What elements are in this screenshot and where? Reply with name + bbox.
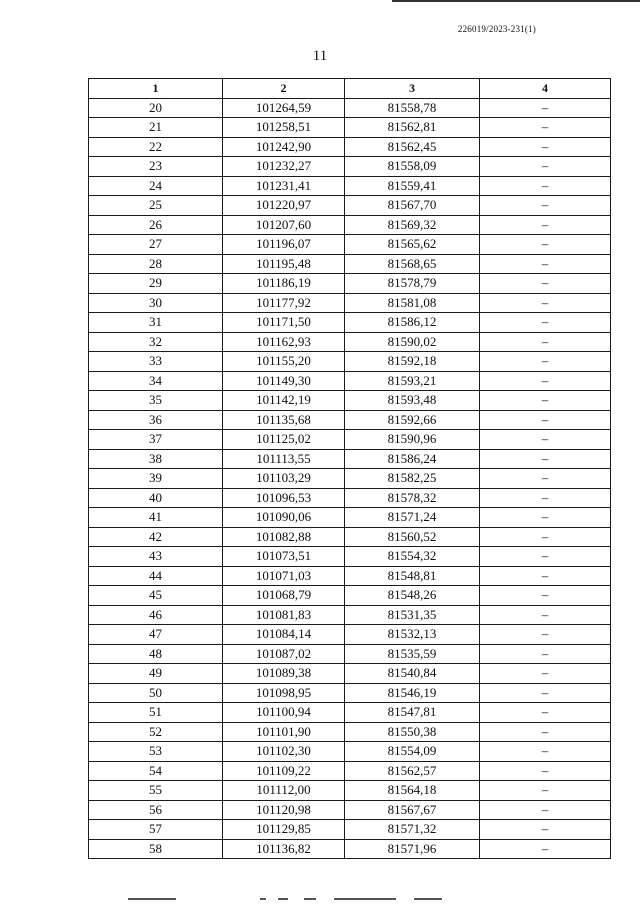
table-cell: 101102,30	[223, 742, 345, 762]
table-row	[89, 664, 611, 684]
table-cell: 35	[89, 391, 223, 411]
table-cell: –	[480, 566, 611, 586]
table-cell: 101195,48	[223, 254, 345, 274]
table-cell: –	[480, 274, 611, 294]
table-cell: 34	[89, 371, 223, 391]
table-cell: –	[480, 722, 611, 742]
table-row	[89, 566, 611, 586]
table-cell: –	[480, 469, 611, 489]
table-cell: 29	[89, 274, 223, 294]
table-cell: 31	[89, 313, 223, 333]
table-cell: 81582,25	[345, 469, 480, 489]
table-cell: 101073,51	[223, 547, 345, 567]
table-cell: 81565,62	[345, 235, 480, 255]
table-cell: 101177,92	[223, 293, 345, 313]
table-row	[89, 371, 611, 391]
table-cell: –	[480, 605, 611, 625]
table-body	[89, 98, 611, 859]
table-cell: 101071,03	[223, 566, 345, 586]
table-cell: 81592,18	[345, 352, 480, 372]
table-cell: 101149,30	[223, 371, 345, 391]
table-cell: 33	[89, 352, 223, 372]
table-cell: 81590,96	[345, 430, 480, 450]
table-cell: 101231,41	[223, 176, 345, 196]
table-cell: 42	[89, 527, 223, 547]
table-cell: –	[480, 527, 611, 547]
table-cell: 81564,18	[345, 781, 480, 801]
table-cell: 81560,52	[345, 527, 480, 547]
table-cell: 81532,13	[345, 625, 480, 645]
table-cell: 47	[89, 625, 223, 645]
table-cell: 81586,12	[345, 313, 480, 333]
table-row	[89, 761, 611, 781]
table-cell: 101113,55	[223, 449, 345, 469]
table-cell: 21	[89, 118, 223, 138]
table-cell: 101207,60	[223, 215, 345, 235]
table-cell: 81558,09	[345, 157, 480, 177]
table-cell: 40	[89, 488, 223, 508]
table-cell: 101101,90	[223, 722, 345, 742]
table-cell: 30	[89, 293, 223, 313]
column-header: 1	[89, 79, 223, 99]
column-header: 3	[345, 79, 480, 99]
table-cell: –	[480, 352, 611, 372]
table-cell: 81562,45	[345, 137, 480, 157]
table-cell: 81586,24	[345, 449, 480, 469]
table-row	[89, 352, 611, 372]
table-cell: –	[480, 586, 611, 606]
table-cell: 24	[89, 176, 223, 196]
table-cell: 22	[89, 137, 223, 157]
table-cell: –	[480, 781, 611, 801]
table-cell: –	[480, 683, 611, 703]
table-cell: –	[480, 430, 611, 450]
table-cell: 54	[89, 761, 223, 781]
table-cell: –	[480, 449, 611, 469]
table-cell: –	[480, 215, 611, 235]
table-row	[89, 742, 611, 762]
table-cell: –	[480, 293, 611, 313]
document-number: 226019/2023-231(1)	[457, 24, 536, 34]
table-cell: 55	[89, 781, 223, 801]
table-cell: 101081,83	[223, 605, 345, 625]
table-cell: 81554,09	[345, 742, 480, 762]
table-cell: 81535,59	[345, 644, 480, 664]
table-row	[89, 254, 611, 274]
table-cell: 81559,41	[345, 176, 480, 196]
table-row	[89, 683, 611, 703]
table-cell: 81546,19	[345, 683, 480, 703]
table-cell: 81593,48	[345, 391, 480, 411]
coordinates-table	[88, 78, 611, 859]
table-row	[89, 137, 611, 157]
table-cell: 101109,22	[223, 761, 345, 781]
table-cell: –	[480, 742, 611, 762]
table-row	[89, 508, 611, 528]
page-number: 11	[312, 48, 328, 64]
table-cell: 81554,32	[345, 547, 480, 567]
table-row	[89, 644, 611, 664]
table-cell: 101196,07	[223, 235, 345, 255]
table-row	[89, 839, 611, 859]
table-cell: 101264,59	[223, 98, 345, 118]
column-header: 4	[480, 79, 611, 99]
table-cell: 101090,06	[223, 508, 345, 528]
table-row	[89, 605, 611, 625]
table-cell: 101098,95	[223, 683, 345, 703]
table-row	[89, 527, 611, 547]
table-cell: 43	[89, 547, 223, 567]
table-cell: 101258,51	[223, 118, 345, 138]
table-cell: 101135,68	[223, 410, 345, 430]
table-cell: 81547,81	[345, 703, 480, 723]
table-cell: –	[480, 625, 611, 645]
table-cell: 81558,78	[345, 98, 480, 118]
table-cell: 53	[89, 742, 223, 762]
table-cell: –	[480, 254, 611, 274]
table-row	[89, 781, 611, 801]
table-cell: –	[480, 137, 611, 157]
table-cell: 51	[89, 703, 223, 723]
table-row	[89, 391, 611, 411]
table-header-row	[89, 79, 611, 99]
table-cell: 101242,90	[223, 137, 345, 157]
table-cell: –	[480, 391, 611, 411]
table-cell: 81571,96	[345, 839, 480, 859]
table-cell: 81531,35	[345, 605, 480, 625]
table-row	[89, 722, 611, 742]
table-cell: 81578,32	[345, 488, 480, 508]
table-cell: 25	[89, 196, 223, 216]
table-cell: 81540,84	[345, 664, 480, 684]
table-cell: 81567,70	[345, 196, 480, 216]
table-cell: 101171,50	[223, 313, 345, 333]
table-cell: 44	[89, 566, 223, 586]
table-cell: 101220,97	[223, 196, 345, 216]
table-cell: –	[480, 547, 611, 567]
table-cell: 101136,82	[223, 839, 345, 859]
table-cell: 81550,38	[345, 722, 480, 742]
table-cell: 101125,02	[223, 430, 345, 450]
table-cell: 81571,24	[345, 508, 480, 528]
table-cell: 32	[89, 332, 223, 352]
table-row	[89, 274, 611, 294]
table-row	[89, 118, 611, 138]
table-cell: 45	[89, 586, 223, 606]
table-cell: 38	[89, 449, 223, 469]
table-cell: 58	[89, 839, 223, 859]
table-cell: 26	[89, 215, 223, 235]
table-cell: 41	[89, 508, 223, 528]
table-cell: 101103,29	[223, 469, 345, 489]
table-cell: 101186,19	[223, 274, 345, 294]
table-cell: 101084,14	[223, 625, 345, 645]
table-cell: 46	[89, 605, 223, 625]
table-cell: –	[480, 313, 611, 333]
table-cell: 101068,79	[223, 586, 345, 606]
table-cell: 27	[89, 235, 223, 255]
table-cell: 81578,79	[345, 274, 480, 294]
table-cell: –	[480, 371, 611, 391]
table-cell: 101082,88	[223, 527, 345, 547]
table-cell: –	[480, 820, 611, 840]
table-cell: 49	[89, 664, 223, 684]
table-cell: 81567,67	[345, 800, 480, 820]
table-row	[89, 547, 611, 567]
table-row	[89, 430, 611, 450]
table-row	[89, 176, 611, 196]
table-cell: –	[480, 508, 611, 528]
table-cell: 81569,32	[345, 215, 480, 235]
table-row	[89, 449, 611, 469]
table-row	[89, 410, 611, 430]
table-cell: 101100,94	[223, 703, 345, 723]
table-cell: 101232,27	[223, 157, 345, 177]
table-row	[89, 157, 611, 177]
table-cell: –	[480, 410, 611, 430]
table-row	[89, 586, 611, 606]
table-row	[89, 313, 611, 333]
table-cell: –	[480, 98, 611, 118]
table-cell: 81593,21	[345, 371, 480, 391]
table-cell: –	[480, 703, 611, 723]
table-cell: 81548,26	[345, 586, 480, 606]
table-cell: 20	[89, 98, 223, 118]
table-cell: –	[480, 196, 611, 216]
table-cell: 39	[89, 469, 223, 489]
table-cell: –	[480, 644, 611, 664]
table-cell: –	[480, 157, 611, 177]
table-row	[89, 625, 611, 645]
table-row	[89, 196, 611, 216]
table-row	[89, 235, 611, 255]
table-cell: –	[480, 332, 611, 352]
table-cell: 52	[89, 722, 223, 742]
table-cell: –	[480, 761, 611, 781]
table-cell: 81590,02	[345, 332, 480, 352]
table-cell: 37	[89, 430, 223, 450]
table-cell: 101155,20	[223, 352, 345, 372]
table-cell: 50	[89, 683, 223, 703]
table-cell: 101096,53	[223, 488, 345, 508]
table-cell: 81581,08	[345, 293, 480, 313]
table-cell: 81568,65	[345, 254, 480, 274]
table-cell: 101120,98	[223, 800, 345, 820]
table-cell: 101129,85	[223, 820, 345, 840]
column-header: 2	[223, 79, 345, 99]
table-cell: –	[480, 839, 611, 859]
table-cell: –	[480, 664, 611, 684]
table-cell: –	[480, 118, 611, 138]
table-cell: 101112,00	[223, 781, 345, 801]
table-cell: 81592,66	[345, 410, 480, 430]
table-row	[89, 703, 611, 723]
table-row	[89, 488, 611, 508]
table-row	[89, 98, 611, 118]
table-row	[89, 215, 611, 235]
table-cell: 81571,32	[345, 820, 480, 840]
table-cell: 81548,81	[345, 566, 480, 586]
table-cell: 36	[89, 410, 223, 430]
table-cell: 57	[89, 820, 223, 840]
table-cell: 101142,19	[223, 391, 345, 411]
table-row	[89, 469, 611, 489]
table-row	[89, 332, 611, 352]
table-cell: 48	[89, 644, 223, 664]
table-row	[89, 820, 611, 840]
top-rule	[392, 0, 640, 2]
table-cell: –	[480, 235, 611, 255]
table-row	[89, 800, 611, 820]
footer-marks	[128, 896, 448, 902]
table-cell: 101089,38	[223, 664, 345, 684]
table-cell: 23	[89, 157, 223, 177]
table-cell: 28	[89, 254, 223, 274]
table-cell: 101162,93	[223, 332, 345, 352]
table-cell: 101087,02	[223, 644, 345, 664]
table-cell: 56	[89, 800, 223, 820]
table-cell: –	[480, 488, 611, 508]
table-cell: 81562,57	[345, 761, 480, 781]
table-cell: –	[480, 176, 611, 196]
table-cell: –	[480, 800, 611, 820]
table-row	[89, 293, 611, 313]
table-cell: 81562,81	[345, 118, 480, 138]
